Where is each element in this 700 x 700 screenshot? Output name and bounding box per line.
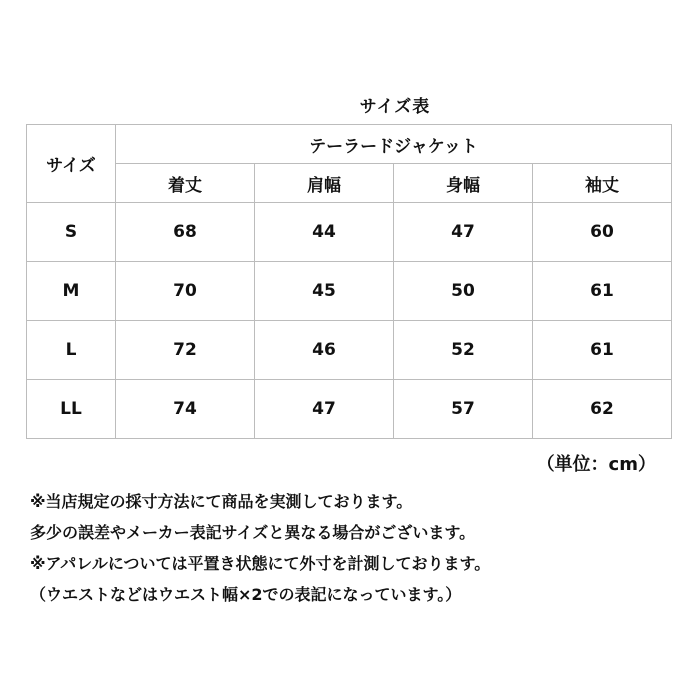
- size-label: LL: [27, 380, 116, 439]
- table-cell: 61: [533, 262, 672, 321]
- table-cell: 74: [116, 380, 255, 439]
- table-cell: 68: [116, 203, 255, 262]
- table-cell: 62: [533, 380, 672, 439]
- product-group-header: テーラードジャケット: [116, 125, 672, 164]
- size-chart-title: サイズ表: [359, 97, 431, 117]
- table-cell: 52: [394, 321, 533, 380]
- size-label: S: [27, 203, 116, 262]
- table-cell: 61: [533, 321, 672, 380]
- column-header-shoulder: 肩幅: [255, 164, 394, 203]
- table-cell: 60: [533, 203, 672, 262]
- table-cell: 46: [255, 321, 394, 380]
- table-cell: 44: [255, 203, 394, 262]
- size-label: L: [27, 321, 116, 380]
- note-line: ※アパレルについては平置き状態にて外寸を計測しております。: [30, 554, 491, 573]
- size-column-header: サイズ: [27, 125, 116, 203]
- column-header-sleeve: 袖丈: [533, 164, 672, 203]
- table-row: [27, 321, 672, 380]
- table-cell: 45: [255, 262, 394, 321]
- note-line: （ウエストなどはウエスト幅×2での表記になっています。）: [30, 585, 462, 604]
- note-line: ※当店規定の採寸方法にて商品を実測しております。: [30, 492, 413, 511]
- table-cell: 50: [394, 262, 533, 321]
- size-label: M: [27, 262, 116, 321]
- column-header-length: 着丈: [116, 164, 255, 203]
- note-line: 多少の誤差やメーカー表記サイズと異なる場合がございます。: [30, 523, 476, 542]
- table-subheader-row: [27, 164, 672, 203]
- measurement-notes: [30, 486, 670, 610]
- table-row: [27, 380, 672, 439]
- table-row: [27, 203, 672, 262]
- table-row: [27, 262, 672, 321]
- unit-note: （単位：cm）: [536, 454, 656, 475]
- table-cell: 47: [394, 203, 533, 262]
- table-header-row: [27, 125, 672, 164]
- column-header-chest: 身幅: [394, 164, 533, 203]
- table-cell: 70: [116, 262, 255, 321]
- table-cell: 57: [394, 380, 533, 439]
- size-table: [26, 124, 672, 439]
- table-cell: 72: [116, 321, 255, 380]
- table-cell: 47: [255, 380, 394, 439]
